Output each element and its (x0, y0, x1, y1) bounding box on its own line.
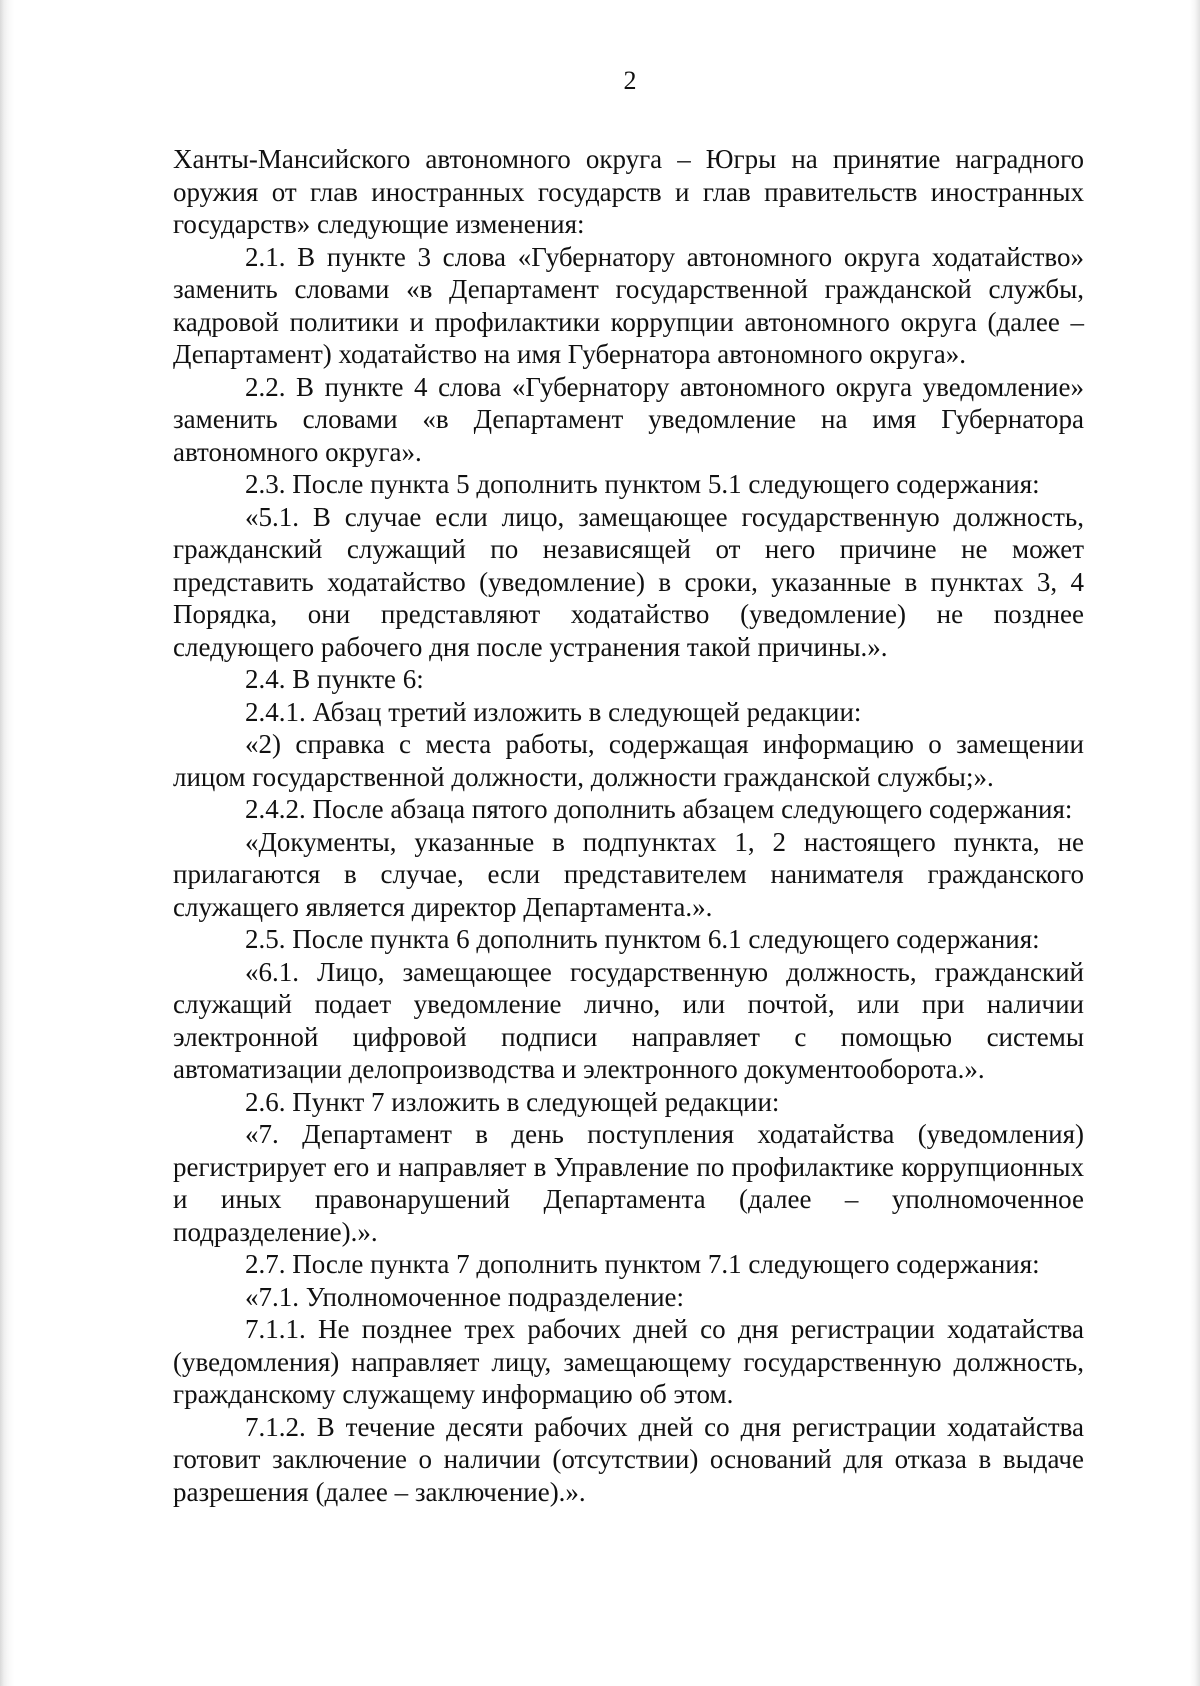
paragraph-7-1-1: 7.1.1. Не позднее трех рабочих дней со дня регистрации ходатайства (уведомления) направляет лицу, замещающему государственную должность, гражданскому служащему информацию об этом. (173, 1314, 1084, 1409)
paragraph-2-4: 2.4. В пункте 6: (245, 664, 424, 694)
paragraph-2-4-1-quote: «2) справка с места работы, содержащая информацию о замещении лицом государственной должности, должности гражданской службы;». (173, 729, 1084, 792)
paragraph-7-1-quote: «7.1. Уполномоченное подразделение: (245, 1281, 685, 1312)
paragraph-7-1-2: 7.1.2. В течение десяти рабочих дней со дня регистрации ходатайства готовит заключение о наличии (отсутствии) оснований для отказа в выдаче разрешения (далее – заключение).». (173, 1411, 1084, 1507)
paragraph-2-6: 2.6. Пункт 7 изложить в следующей редакции: (245, 1086, 780, 1117)
scan-edge-left (0, 0, 14, 1686)
paragraph-2-4-2-quote: «Документы, указанные в подпунктах 1, 2 настоящего пункта, не прилагаются в случае, если представителем нанимателя гражданского служащего является директор Департамента.». (173, 826, 1084, 922)
paragraph-2-1: 2.1. В пункте 3 слова «Губернатору автономного округа ходатайство» заменить словами «в Департамент государственной гражданской службы, кадровой политики и профилактики коррупции автономного округа (далее – Департамент) ходатайство на имя Губернатора автономного округа». (173, 241, 1084, 369)
paragraph: Ханты-Мансийского автономного округа – Югры на принятие наградного оружия от глав иностранных государств и глав правительств иностранных государств» следующие изменения: (173, 144, 1084, 239)
paragraph-2-7: 2.7. После пункта 7 дополнить пунктом 7.1 следующего содержания: (245, 1249, 1040, 1279)
paragraph-5-1-quote: «5.1. В случае если лицо, замещающее государственную должность, гражданский служащий по независящей от него причине не может представить ходатайство (уведомление) в сроки, указанные в пунктах 3, 4 Порядка, они представляют ходатайство (уведомление) не позднее следующего рабочего дня после устранения такой причины.». (173, 501, 1084, 662)
page-number: 2 (623, 66, 637, 95)
paragraph-2-3: 2.3. После пункта 5 дополнить пунктом 5.1 следующего содержания: (245, 469, 1040, 499)
paragraph-7-quote: «7. Департамент в день поступления ходатайства (уведомления) регистрирует его и направляет в Управление по профилактике коррупционных и иных правонарушений Департамента (далее – уполномоченное подразделение).». (173, 1119, 1084, 1247)
paragraph-2-4-1: 2.4.1. Абзац третий изложить в следующей редакции: (245, 696, 862, 727)
paragraph-2-2: 2.2. В пункте 4 слова «Губернатору автономного округа уведомление» заменить словами «в Департамент уведомление на имя Губернатора автономного округа». (173, 371, 1084, 467)
document-body (173, 143, 1084, 1508)
paragraph-2-4-2: 2.4.2. После абзаца пятого дополнить абзацем следующего содержания: (245, 794, 1073, 824)
scan-edge-right (1190, 0, 1200, 1686)
paragraph-2-5: 2.5. После пункта 6 дополнить пунктом 6.1 следующего содержания: (245, 924, 1040, 954)
paragraph-6-1-quote: «6.1. Лицо, замещающее государственную должность, гражданский служащий подает уведомление лично, или почтой, или при наличии электронной цифровой подписи направляет с помощью системы автоматизации делопроизводства и электронного документооборота.». (173, 956, 1084, 1084)
